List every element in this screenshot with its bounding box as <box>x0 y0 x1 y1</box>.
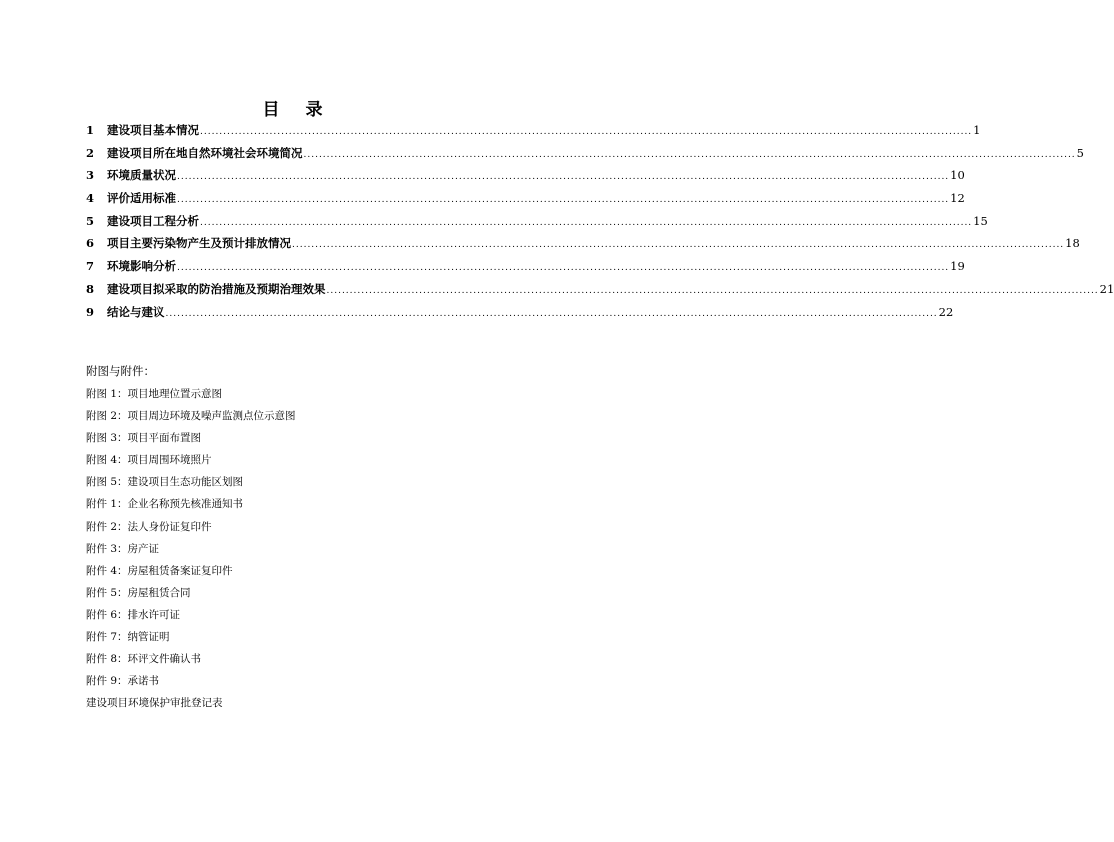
toc-number: 8 <box>86 281 95 296</box>
attachment-item: 附件 4：房屋租赁备案证复印件 <box>86 564 233 577</box>
toc-page-number: 12 <box>950 191 965 206</box>
toc-number: 5 <box>86 213 95 228</box>
toc-title: 建设项目所在地自然环境社会环境简况 <box>107 145 303 160</box>
dot-leader: ........................................................................................................................................................................................................ <box>165 308 938 319</box>
attachment-item: 附图 5：建设项目生态功能区划图 <box>86 476 244 489</box>
toc-number: 3 <box>86 168 95 183</box>
toc-title: 建设项目基本情况 <box>107 123 199 137</box>
toc-title: 环境质量状况 <box>107 168 176 183</box>
attachment-item: 附件 9：承诺书 <box>86 675 160 688</box>
dot-leader: ........................................................................................................................................................................................................ <box>326 285 1099 296</box>
toc-entry[interactable] <box>86 122 981 145</box>
attachments-list <box>86 386 296 717</box>
attachment-item: 附件 6：排水许可证 <box>86 608 181 621</box>
attachment-item: 附件 7：纳管证明 <box>86 631 170 644</box>
dot-leader: ........................................................................................................................................................................................................ <box>177 195 950 206</box>
toc-entry[interactable] <box>86 281 1114 304</box>
toc-entry[interactable] <box>86 167 965 190</box>
attachment-item: 附图 4：项目周围环境照片 <box>86 454 212 467</box>
toc-page-number: 22 <box>938 304 954 319</box>
toc-page-number: 5 <box>1076 145 1084 160</box>
attachment-item: 附图 2：项目周边环境及噪声监测点位示意图 <box>86 410 296 423</box>
dot-leader: ........................................................................................................................................................................................................ <box>200 127 973 137</box>
attachment-item: 附图 3：项目平面布置图 <box>86 432 202 445</box>
toc-number: 9 <box>86 304 95 319</box>
toc-number: 6 <box>86 236 95 251</box>
toc-title: 建设项目拟采取的防治措施及预期治理效果 <box>107 281 326 296</box>
attachment-item: 附件 1：企业名称预先核准通知书 <box>86 498 244 511</box>
toc-title: 结论与建议 <box>107 304 165 319</box>
dot-leader: ........................................................................................................................................................................................................ <box>177 172 950 183</box>
toc-page-number: 1 <box>973 123 981 137</box>
dot-leader: ........................................................................................................................................................................................................ <box>303 149 1076 160</box>
toc-page-number: 21 <box>1099 281 1114 296</box>
toc-number: 1 <box>86 123 95 137</box>
toc-title: 环境影响分析 <box>107 259 176 274</box>
toc-entry[interactable] <box>86 235 1080 258</box>
toc-number: 7 <box>86 259 95 274</box>
toc-entry[interactable] <box>86 258 965 281</box>
toc-entry[interactable] <box>86 190 965 213</box>
attachment-item: 附件 2：法人身份证复印件 <box>86 520 212 533</box>
toc-title: 建设项目工程分析 <box>107 213 199 228</box>
dot-leader: ........................................................................................................................................................................................................ <box>177 263 950 274</box>
toc-title: 项目主要污染物产生及预计排放情况 <box>107 236 291 251</box>
toc-entry[interactable] <box>86 145 1084 168</box>
toc-number: 2 <box>86 145 95 160</box>
toc-page-number: 19 <box>950 259 965 274</box>
toc-page-number: 10 <box>950 168 965 183</box>
toc-number: 4 <box>86 191 95 206</box>
toc-entry[interactable] <box>86 213 988 236</box>
attachment-item: 附件 8：环评文件确认书 <box>86 653 202 666</box>
page-title: 目 录 <box>262 100 333 120</box>
dot-leader: ........................................................................................................................................................................................................ <box>200 217 973 228</box>
toc-page-number: 18 <box>1065 236 1080 251</box>
toc-entry[interactable] <box>86 304 954 327</box>
attachment-item: 建设项目环境保护审批登记表 <box>86 697 223 710</box>
dot-leader: ........................................................................................................................................................................................................ <box>292 240 1065 251</box>
attachment-item: 附图 1：项目地理位置示意图 <box>86 388 223 400</box>
toc-title: 评价适用标准 <box>107 191 176 206</box>
toc-page-number: 15 <box>973 213 988 228</box>
attachments-heading: 附图与附件： <box>86 364 155 378</box>
attachment-item: 附件 3：房产证 <box>86 542 160 555</box>
table-of-contents <box>86 122 1114 326</box>
attachment-item: 附件 5：房屋租赁合同 <box>86 586 191 599</box>
